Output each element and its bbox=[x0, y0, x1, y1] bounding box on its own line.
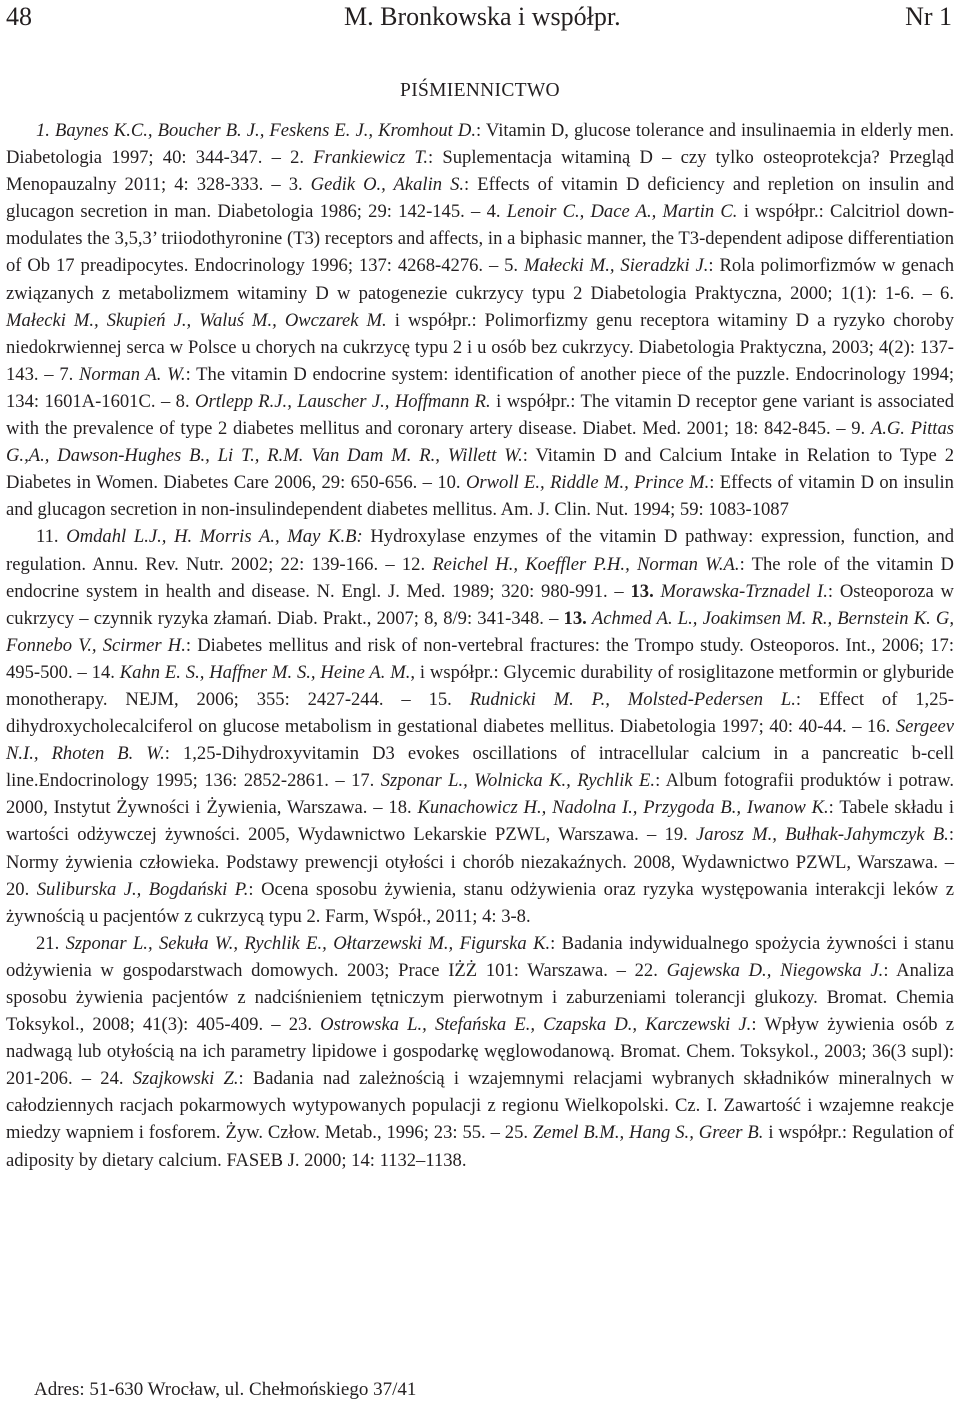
reference-text: : Suplementacja witaminą D – czy tylko osteoprotekcja? Przegląd Menopauzalny 2011; 4: 328-333. – 3. bbox=[6, 147, 954, 196]
author-names: Zemel B.M., Hang S., Greer B. bbox=[532, 1122, 764, 1144]
reference-text: : Album fotografii produktów i potraw. 2000, Instytut Żywności i Żywienia, Warszawa. – 18. bbox=[6, 770, 954, 819]
reference-paragraph bbox=[6, 523, 954, 929]
author-names: A.G. Pittas G.,A., Dawson-Hughes B., Li T., R.M. Van Dam M. R., Willett W. bbox=[6, 418, 954, 467]
issue-number: Nr 1 bbox=[905, 2, 952, 31]
reference-text: : Osteoporoza w cukrzycy – czynnik ryzyka złamań. Diab. Prakt., 2007; 8, 8/9: 341-348. – bbox=[6, 580, 954, 629]
reference-text: : Ocena sposobu żywienia, stanu odżywienia oraz ryzyka występowania interakcji leków z żywnością u pacjentów z cukrzycą typu 2. Farm, Współ., 2011; 4: 3-8. bbox=[6, 878, 954, 927]
running-header bbox=[0, 0, 960, 40]
author-address: Adres: 51-630 Wrocław, ul. Chełmońskiego 37/41 bbox=[34, 1379, 417, 1400]
reference-text: : Diabetes mellitus and risk of non-vertebral fractures: the Trompo study. Osteoporos. Int., 2006; 17: 495-500. – 14. bbox=[6, 634, 954, 683]
author-names: Norman A. W. bbox=[79, 363, 186, 385]
reference-text: : Normy żywienia człowieka. Podstawy prewencji otyłości i chorób niezakaźnych. 2008, Wydawnictwo PZWL, Warszawa. – 20. bbox=[6, 824, 954, 900]
section-title: PIŚMIENNICTWO bbox=[400, 80, 560, 101]
reference-text: : The vitamin D endocrine system: identification of another piece of the puzzle. Endocrinology 1994; 134: 1601A-1601C. – 8. bbox=[6, 363, 954, 412]
references-list bbox=[6, 117, 954, 1174]
author-names: Małecki M., Sieradzki J. bbox=[523, 255, 709, 277]
reference-text: : Effects of vitamin D on insulin and glucagon secretion in non-insulindependent diabetes mellitus. Am. J. Clin. Nut. 1994; 59: 1083-1087 bbox=[6, 472, 954, 521]
reference-text: : Badania nad zależnością i wzajemnymi relacjami wybranych składników mineralnych w całodziennych racjach pokarmowych wytypowanych populacji z regionu Wielkopolski. Cz. I. Zawartość i wzajemne reakcje miedzy wapniem i fosforem. Żyw. Człow. Metab., 1996; 23: 55. – 25. bbox=[6, 1068, 954, 1144]
reference-number: 13. bbox=[630, 580, 654, 602]
running-title: M. Bronkowska i współpr. bbox=[344, 2, 621, 31]
author-names: Szponar L., Sekuła W., Rychlik E., Ołtarzewski M., Figurska K. bbox=[65, 932, 551, 954]
author-names: Reichel H., Koeffler P.H., Norman W.A. bbox=[432, 553, 740, 575]
author-names: Orwoll E., Riddle M., Prince M. bbox=[465, 472, 710, 494]
reference-text: : Effect of 1,25-dihydroxycholecalciferol on glucose metabolism in gestational diabetes mellitus. Diabetologia 1997; 40: 40-44. – 16. bbox=[6, 688, 954, 738]
author-names: Omdahl L.J., H. Morris A., May K.B: bbox=[66, 526, 363, 548]
author-names: Achmed A. L., Joakimsen M. R., Bernstein K. G, Fonnebo V., Scirmer H. bbox=[6, 607, 954, 656]
author-names: Gedik O., Akalin S. bbox=[310, 174, 465, 196]
reference-paragraph bbox=[6, 117, 954, 523]
author-names: Rudnicki M. P., Molsted-Pedersen L. bbox=[469, 688, 796, 710]
author-names: Gajewska D., Niegowska J. bbox=[666, 959, 884, 981]
reference-text: i współpr.: Regulation of adiposity by dietary calcium. FASEB J. 2000; 14: 1132–1138. bbox=[6, 1122, 955, 1171]
author-names: Ostrowska L., Stefańska E., Czapska D., Karczewski J. bbox=[320, 1014, 752, 1036]
author-names: Frankiewicz T. bbox=[313, 147, 429, 169]
author-names: Kahn E. S., Haffner M. S., Heine A. M. bbox=[119, 661, 411, 683]
reference-text: : Badania indywidualnego spożycia żywności i stanu odżywienia w gospodarstwach domowych. 2003; Prace IŻŻ 101: Warszawa. – 22. bbox=[6, 932, 954, 981]
author-names: Jarosz M., Bułhak-Jahymczyk B. bbox=[696, 824, 949, 846]
reference-text: i współpr.: The vitamin D receptor gene variant is associated with the prevalence of type 2 diabetes mellitus and coronary artery disease. Diabet. Med. 2001; 18: 842-845. – 9. bbox=[6, 390, 955, 440]
author-names: Sergeev N.I., Rhoten B. W. bbox=[6, 716, 954, 765]
reference-text: Hydroxylase enzymes of the vitamin D pathway: expression, function, and regulation. Annu. Rev. Nutr. 2002; 22: 139-166. – 12. bbox=[6, 526, 954, 575]
author-names: Szajkowski Z. bbox=[132, 1068, 239, 1090]
reference-text: : Vitamin D, glucose tolerance and insulinaemia in elderly men. Diabetologia 1997; 40: 344-347. – 2. bbox=[6, 120, 954, 169]
reference-paragraph bbox=[6, 930, 954, 1174]
reference-text: i współpr.: Polimorfizmy genu receptora witaminy D a ryzyko choroby niedokrwiennej serca w Polsce u chorych na cukrzycę typu 2 i u osób bez cukrzycy. Diabetologia Praktyczna, 2003; 4(2): 137-143. – 7. bbox=[6, 309, 954, 385]
author-names: Kunachowicz H., Nadolna I., Przygoda B., Iwanow K. bbox=[417, 797, 829, 819]
author-names: Małecki M., Skupień J., Waluś M., Owczarek M. bbox=[6, 309, 387, 331]
author-names: Lenoir C., Dace A., Martin C. bbox=[506, 201, 738, 223]
author-names: Ortlepp R.J., Lauscher J., Hoffmann R. bbox=[195, 390, 491, 412]
author-names: Suliburska J., Bogdański P. bbox=[36, 878, 249, 900]
author-names: Morawska-Trznadel I. bbox=[660, 580, 828, 602]
reference-text: , i współpr.: Glycemic durability of rosiglitazone metformin or glyburide monotherapy. NEJM, 2006; 355: 2427-244. – 15. bbox=[6, 661, 954, 710]
reference-text: : Effects of vitamin D deficiency and repletion on insulin and glucagon secretion in man. Diabetologia 1986; 29: 142-145. – 4. bbox=[6, 174, 954, 223]
author-names: Szponar L., Wolnicka K., Rychlik E. bbox=[380, 770, 656, 792]
reference-number: 13. bbox=[563, 607, 587, 629]
reference-text: : Rola polimorfizmów w genach związanych z metabolizmem witaminy D w patogenezie cukrzycy typu 2 Diabetologia Praktyczna, 2000; 1(1): 1-6. – 6. bbox=[6, 255, 954, 304]
reference-text: : Analiza sposobu żywienia pacjentów z nadciśnieniem tętniczym pierwotnym i zaburzeniami tolerancji glukozy. Bromat. Chemia Toksykol., 2008; 41(3): 405-409. – 23. bbox=[6, 959, 954, 1036]
reference-text: : 1,25-Dihydroxyvitamin D3 evokes oscillations of intracellular calcium in a pancreatic b-cell line.Endocrinology 1995; 136: 2852-2861. – 17. bbox=[6, 743, 954, 792]
reference-text: 11. bbox=[36, 526, 67, 548]
reference-text: : The role of the vitamin D endocrine system in health and disease. N. Engl. J. Med. 1989; 320: 980-991. – bbox=[6, 553, 954, 602]
reference-text: : Vitamin D and Calcium Intake in Relation to Type 2 Diabetes in Women. Diabetes Care 2006, 29: 650-656. – 10. bbox=[6, 445, 954, 494]
author-names: 1. Baynes K.C., Boucher B. J., Feskens E. J., Kromhout D. bbox=[36, 120, 476, 141]
reference-text: : Wpływ żywienia osób z nadwagą lub otyłością na ich parametry lipidowe i gospodarkę węglowodanową. Bromat. Chem. Toksykol., 2003; 36(3 supl): 201-206. – 24. bbox=[6, 1014, 955, 1090]
reference-text: i współpr.: Calcitriol down-modulates the 3,5,3’ triiodothyronine (T3) receptors and affects, in a biphasic manner, the T3-dependent adipose differentiation of Ob 17 preadipocytes. Endocrinology 1996; 137: 4268-4276. – 5. bbox=[6, 201, 955, 277]
reference-text bbox=[654, 581, 661, 602]
reference-text: 21. bbox=[36, 932, 66, 954]
reference-text: : Tabele składu i wartości odżywczej żywności. 2005, Wydawnictwo Lekarskie PZWL, Warszawa. – 19. bbox=[6, 797, 954, 846]
page-number: 48 bbox=[6, 2, 32, 31]
